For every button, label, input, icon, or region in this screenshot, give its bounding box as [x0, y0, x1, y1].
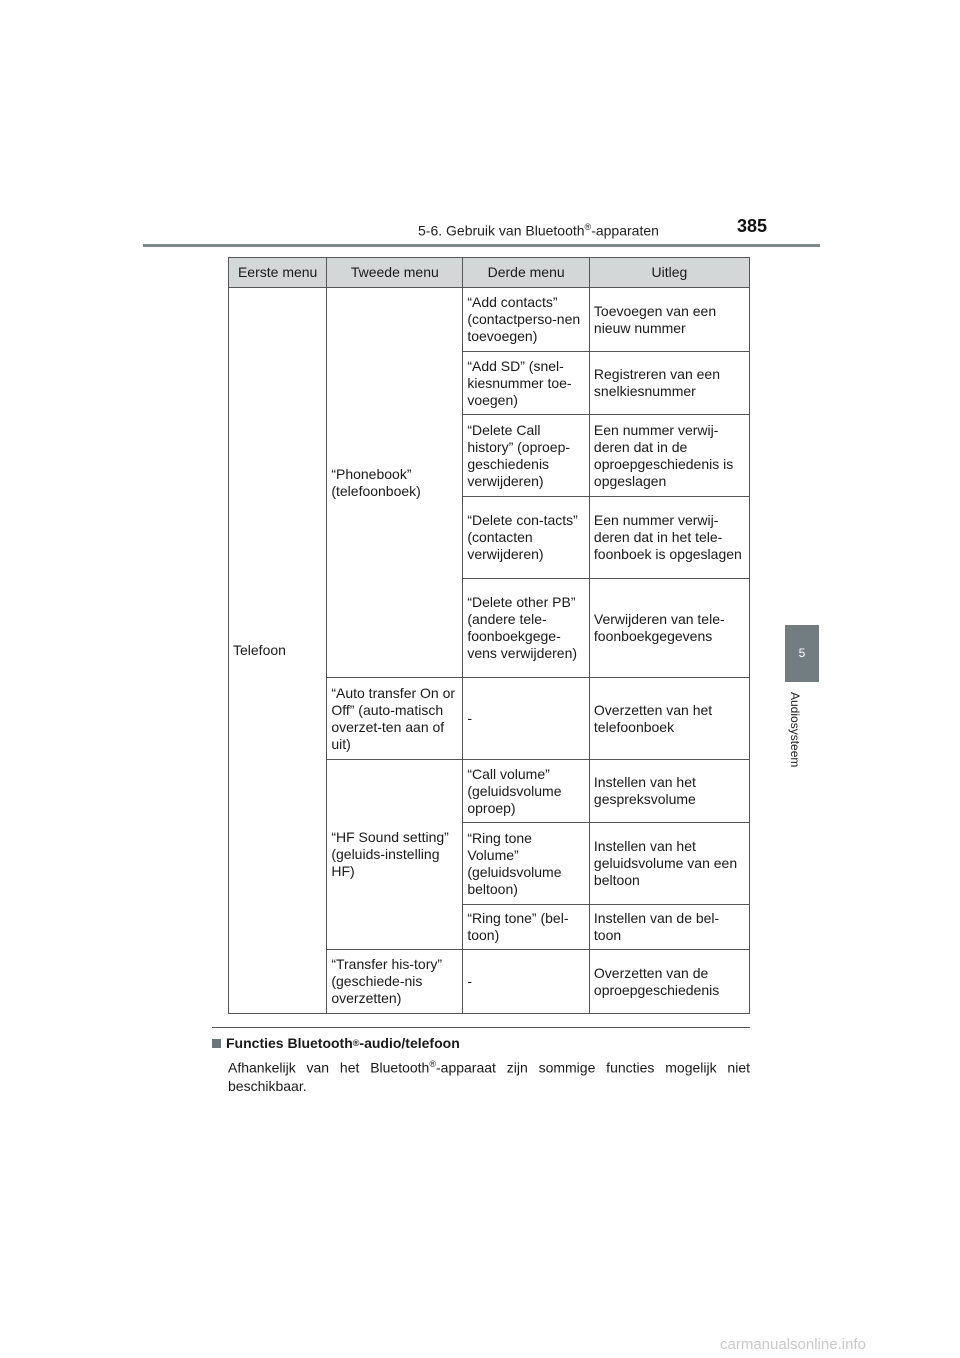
explanation-cell: Overzetten van het telefoonboek	[589, 678, 749, 760]
first-menu-cell: Telefoon	[229, 288, 327, 1014]
section-divider	[212, 1027, 750, 1028]
bluetooth-functions-section	[212, 1027, 750, 1095]
third-menu-cell: “Ring tone” (bel-toon)	[463, 905, 590, 950]
explanation-cell: Instellen van het geluidsvolume van een beltoon	[589, 823, 749, 905]
third-menu-cell: -	[463, 678, 590, 760]
third-menu-cell: “Delete con-tacts” (contacten verwijderen)	[463, 497, 590, 579]
registered-mark: ®	[584, 222, 592, 232]
third-menu-cell: “Delete Call history” (oproep-geschiedenis verwijderen)	[463, 415, 590, 497]
second-menu-cell: “Auto transfer On or Off” (auto-matisch overzet-ten aan of uit)	[327, 678, 463, 760]
explanation-cell: Verwijderen van tele-foonboekgegevens	[589, 579, 749, 678]
section-body-suffix: -apparaat zijn sommige functies mogelijk niet beschikbaar.	[228, 1059, 750, 1094]
second-menu-cell: “Phonebook” (telefoonboek)	[327, 288, 463, 678]
second-menu-cell: “HF Sound setting” (geluids-instelling HF)	[327, 760, 463, 950]
section-heading	[212, 1035, 750, 1051]
explanation-cell: Een nummer verwij-deren dat in de oproepgeschiedenis is opgeslagen	[589, 415, 749, 497]
section-body-text: Afhankelijk van het Bluetooth	[228, 1059, 430, 1076]
column-header-first-menu: Eerste menu	[229, 258, 327, 288]
explanation-cell: Registreren van een snelkiesnummer	[589, 352, 749, 415]
third-menu-cell: “Delete other PB” (andere tele-foonboekgege-vens verwijderen)	[463, 579, 590, 678]
third-menu-cell: “Call volume” (geluidsvolume oproep)	[463, 760, 590, 823]
third-menu-cell: “Add contacts” (contactperso-nen toevoegen)	[463, 288, 590, 352]
explanation-cell: Instellen van de bel-toon	[589, 905, 749, 950]
registered-mark: ®	[352, 1038, 360, 1048]
column-header-second-menu: Tweede menu	[327, 258, 463, 288]
table-header-row	[229, 258, 750, 288]
chapter-tab-label: Audiosysteem	[788, 692, 802, 768]
registered-mark: ®	[429, 1059, 436, 1069]
header-divider	[143, 244, 820, 247]
column-header-third-menu: Derde menu	[463, 258, 590, 288]
header-title-text: 5-6. Gebruik van Bluetooth	[418, 222, 585, 239]
explanation-cell: Een nummer verwij-deren dat in het tele-foonboek is opgeslagen	[589, 497, 749, 579]
table-row	[229, 288, 750, 352]
third-menu-cell: “Add SD” (snel-kiesnummer toe-voegen)	[463, 352, 590, 415]
header-title	[418, 222, 659, 239]
column-header-explanation: Uitleg	[589, 258, 749, 288]
third-menu-cell: “Ring tone Volume” (geluidsvolume beltoon)	[463, 823, 590, 905]
third-menu-cell: -	[463, 950, 590, 1014]
explanation-cell: Instellen van het gespreksvolume	[589, 760, 749, 823]
explanation-cell: Overzetten van de oproepgeschiedenis	[589, 950, 749, 1014]
second-menu-cell: “Transfer his-tory” (geschiede-nis overzetten)	[327, 950, 463, 1014]
explanation-cell: Toevoegen van een nieuw nummer	[589, 288, 749, 352]
chapter-tab-number: 5	[785, 625, 819, 682]
section-heading-text: Functies Bluetooth	[226, 1035, 353, 1051]
header-title-suffix: -apparaten	[591, 222, 659, 239]
bluetooth-menu-table	[228, 257, 750, 1014]
watermark-link[interactable]: carmanualsonline.info	[720, 1336, 866, 1353]
square-bullet-icon	[212, 1039, 221, 1048]
section-body	[228, 1055, 750, 1095]
page-number: 385	[737, 216, 768, 236]
section-heading-suffix: -audio/telefoon	[359, 1035, 460, 1051]
